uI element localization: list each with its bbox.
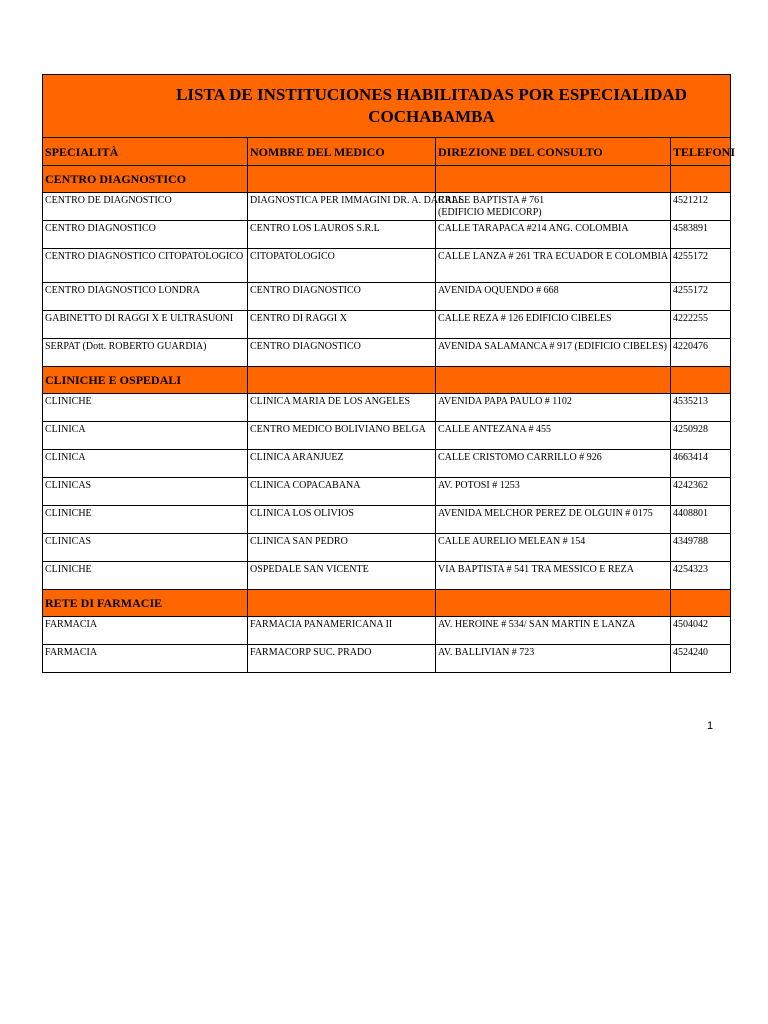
table-row <box>43 645 731 673</box>
phone-cell-text: 4663414 <box>673 452 708 463</box>
address-cell-text: AV. POTOSI # 1253 <box>438 480 520 491</box>
section-empty-cell <box>248 590 436 617</box>
doctor-name-cell <box>248 645 436 673</box>
section-label: CENTRO DIAGNOSTICO <box>43 166 248 193</box>
address-cell <box>436 562 671 590</box>
speciality-cell <box>43 394 248 422</box>
speciality-cell <box>43 617 248 645</box>
address-cell <box>436 221 671 249</box>
phone-cell <box>671 193 731 221</box>
address-cell <box>436 249 671 283</box>
address-cell <box>436 193 671 221</box>
phone-cell-text: 4521212 <box>673 195 708 206</box>
section-empty-cell <box>248 367 436 394</box>
section-empty-cell <box>671 590 731 617</box>
phone-cell-text: 4242362 <box>673 480 708 491</box>
address-cell-text: CALLE TARAPACA #214 ANG. COLOMBIA <box>438 223 629 234</box>
table-row <box>43 506 731 534</box>
speciality-cell <box>43 193 248 221</box>
doctor-name-cell-text: CENTRO DI RAGGI X <box>250 313 347 324</box>
speciality-cell-text: CLINICHE <box>45 396 92 407</box>
doctor-name-cell <box>248 422 436 450</box>
address-cell-text: AV. BALLIVIAN # 723 <box>438 647 535 658</box>
table-row <box>43 221 731 249</box>
doctor-name-cell-text: CLINICA MARIA DE LOS ANGELES <box>250 396 411 407</box>
title-line-2: COCHABAMBA <box>368 107 495 126</box>
doctor-name-cell-text: CLINICA LOS OLIVIOS <box>250 508 354 519</box>
speciality-cell-text: CLINICAS <box>45 480 92 491</box>
doctor-name-cell-text: CITOPATOLOGICO <box>250 251 335 262</box>
phone-cell-text: 4255172 <box>673 285 708 296</box>
header-doctor-name: NOMBRE DEL MEDICO <box>248 138 436 166</box>
speciality-cell <box>43 339 248 367</box>
doctor-name-cell <box>248 506 436 534</box>
address-cell-text: CALLE CRISTOMO CARRILLO # 926 <box>438 452 602 463</box>
table-row <box>43 422 731 450</box>
table-row <box>43 339 731 367</box>
doctor-name-cell <box>248 283 436 311</box>
doctor-name-cell-text: CENTRO DIAGNOSTICO <box>250 285 361 296</box>
doctor-name-cell <box>248 617 436 645</box>
phone-cell <box>671 394 731 422</box>
speciality-cell <box>43 450 248 478</box>
phone-cell <box>671 562 731 590</box>
phone-cell <box>671 534 731 562</box>
doctor-name-cell <box>248 221 436 249</box>
address-cell-text: VIA BAPTISTA # 541 TRA MESSICO E REZA <box>438 564 634 575</box>
table-row <box>43 311 731 339</box>
page-number: 1 <box>707 720 714 732</box>
speciality-cell-text: FARMACIA <box>45 647 98 658</box>
table-row <box>43 193 731 221</box>
phone-cell-text: 4524240 <box>673 647 708 658</box>
doctor-name-cell-text: CENTRO DIAGNOSTICO <box>250 341 361 352</box>
speciality-cell-text: SERPAT (Dott. ROBERTO GUARDIA) <box>45 341 207 352</box>
speciality-cell <box>43 311 248 339</box>
table-row <box>43 562 731 590</box>
doctor-name-cell-text: DIAGNOSTICA PER IMMAGINI DR. A. DARRAS <box>250 195 465 206</box>
speciality-cell-text: CENTRO DIAGNOSTICO CITOPATOLOGICO <box>45 251 244 262</box>
phone-cell-text: 4254323 <box>673 564 708 575</box>
phone-cell-text: 4255172 <box>673 251 708 262</box>
phone-cell <box>671 283 731 311</box>
section-row <box>43 590 731 617</box>
address-cell <box>436 394 671 422</box>
document-title <box>43 75 731 138</box>
speciality-cell-text: CLINICHE <box>45 564 92 575</box>
speciality-cell-text: CENTRO DIAGNOSTICO LONDRA <box>45 285 200 296</box>
speciality-cell-text: CLINICA <box>45 452 86 463</box>
address-cell <box>436 534 671 562</box>
phone-cell-text: 4220476 <box>673 341 708 352</box>
address-cell-text: AV. HEROINE # 534/ SAN MARTIN E LANZA <box>438 619 636 630</box>
phone-cell-text: 4408801 <box>673 508 708 519</box>
section-empty-cell <box>671 166 731 193</box>
phone-cell <box>671 506 731 534</box>
phone-cell <box>671 339 731 367</box>
doctor-name-cell <box>248 562 436 590</box>
section-label: RETE DI FARMACIE <box>43 590 248 617</box>
address-cell <box>436 506 671 534</box>
speciality-cell <box>43 221 248 249</box>
phone-cell-text: 4583891 <box>673 223 708 234</box>
doctor-name-cell-text: CLINICA COPACABANA <box>250 480 361 491</box>
phone-cell <box>671 478 731 506</box>
section-row <box>43 166 731 193</box>
address-cell-text: AVENIDA PAPA PAULO # 1102 <box>438 396 572 407</box>
phone-cell-text: 4535213 <box>673 396 708 407</box>
phone-cell-text: 4250928 <box>673 424 708 435</box>
doctor-name-cell <box>248 478 436 506</box>
address-cell-text: CALLE REZA # 126 EDIFICIO CIBELES <box>438 313 612 324</box>
section-empty-cell <box>436 367 671 394</box>
address-cell <box>436 478 671 506</box>
address-cell <box>436 311 671 339</box>
section-empty-cell <box>436 590 671 617</box>
phone-cell <box>671 617 731 645</box>
speciality-cell <box>43 422 248 450</box>
doctor-name-cell <box>248 311 436 339</box>
address-cell-text: AVENIDA MELCHOR PEREZ DE OLGUIN # 0175 <box>438 508 653 519</box>
institutions-table <box>42 74 736 673</box>
address-cell <box>436 422 671 450</box>
speciality-cell-text: GABINETTO DI RAGGI X E ULTRASUONI <box>45 313 234 324</box>
table-row <box>43 617 731 645</box>
address-cell <box>436 617 671 645</box>
phone-cell <box>671 645 731 673</box>
title-line-1: LISTA DE INSTITUCIONES HABILITADAS POR ESPECIALIDAD <box>176 85 687 104</box>
doctor-name-cell <box>248 339 436 367</box>
header-phone: TELEFONI <box>671 138 731 166</box>
speciality-cell-text: FARMACIA <box>45 619 98 630</box>
section-empty-cell <box>671 367 731 394</box>
doctor-name-cell <box>248 534 436 562</box>
table-row <box>43 534 731 562</box>
column-header-row <box>43 138 731 166</box>
doctor-name-cell-text: CENTRO MEDICO BOLIVIANO BELGA <box>250 424 426 435</box>
speciality-cell <box>43 562 248 590</box>
table-row <box>43 478 731 506</box>
speciality-cell-text: CLINICHE <box>45 508 92 519</box>
section-empty-cell <box>436 166 671 193</box>
speciality-cell <box>43 534 248 562</box>
speciality-cell-text: CLINICAS <box>45 536 92 547</box>
address-cell-text: CALLE LANZA # 261 TRA ECUADOR E COLOMBIA <box>438 251 669 262</box>
phone-cell <box>671 221 731 249</box>
phone-cell <box>671 450 731 478</box>
doctor-name-cell <box>248 249 436 283</box>
doctor-name-cell-text: CLINICA SAN PEDRO <box>250 536 348 547</box>
section-row <box>43 367 731 394</box>
header-address: DIREZIONE DEL CONSULTO <box>436 138 671 166</box>
doctor-name-cell <box>248 394 436 422</box>
address-cell-text: CALLE ANTEZANA # 455 <box>438 424 552 435</box>
address-cell-text: CALLE BAPTISTA # 761 <box>438 195 545 206</box>
speciality-cell <box>43 478 248 506</box>
phone-cell <box>671 311 731 339</box>
address-cell-text: AVENIDA OQUENDO # 668 <box>438 285 559 296</box>
phone-cell-text: 4349788 <box>673 536 708 547</box>
address-cell-extra-text: (EDIFICIO MEDICORP) <box>438 207 542 218</box>
doctor-name-cell <box>248 450 436 478</box>
section-label: CLINICHE E OSPEDALI <box>43 367 248 394</box>
doctor-name-cell-text: CLINICA ARANJUEZ <box>250 452 344 463</box>
doctor-name-cell-text: CENTRO LOS LAUROS S.R.L <box>250 223 380 234</box>
address-cell <box>436 283 671 311</box>
address-cell-text: CALLE AURELIO MELEAN # 154 <box>438 536 586 547</box>
address-cell-text: AVENIDA SALAMANCA # 917 (EDIFICIO CIBELES) <box>438 341 667 352</box>
doctor-name-cell-text: FARMACIA PANAMERICANA II <box>250 619 393 630</box>
header-speciality: SPECIALITÀ <box>43 138 248 166</box>
address-cell <box>436 450 671 478</box>
speciality-cell <box>43 506 248 534</box>
speciality-cell-text: CLINICA <box>45 424 86 435</box>
doctor-name-cell <box>248 193 465 221</box>
table-row <box>43 283 731 311</box>
address-cell <box>436 339 671 367</box>
doctor-name-cell-text: OSPEDALE SAN VICENTE <box>250 564 369 575</box>
doctor-name-cell-text: FARMACORP SUC. PRADO <box>250 647 372 658</box>
phone-cell-text: 4222255 <box>673 313 708 324</box>
speciality-cell <box>43 645 248 673</box>
speciality-cell <box>43 283 248 311</box>
phone-cell-text: 4504042 <box>673 619 708 630</box>
section-empty-cell <box>248 166 436 193</box>
speciality-cell-text: CENTRO DIAGNOSTICO <box>45 223 156 234</box>
speciality-cell <box>43 249 248 283</box>
address-cell <box>436 645 671 673</box>
phone-cell <box>671 422 731 450</box>
table-row <box>43 450 731 478</box>
speciality-cell-text: CENTRO DE DIAGNOSTICO <box>45 195 172 206</box>
table-row <box>43 249 731 283</box>
phone-cell <box>671 249 731 283</box>
table-row <box>43 394 731 422</box>
